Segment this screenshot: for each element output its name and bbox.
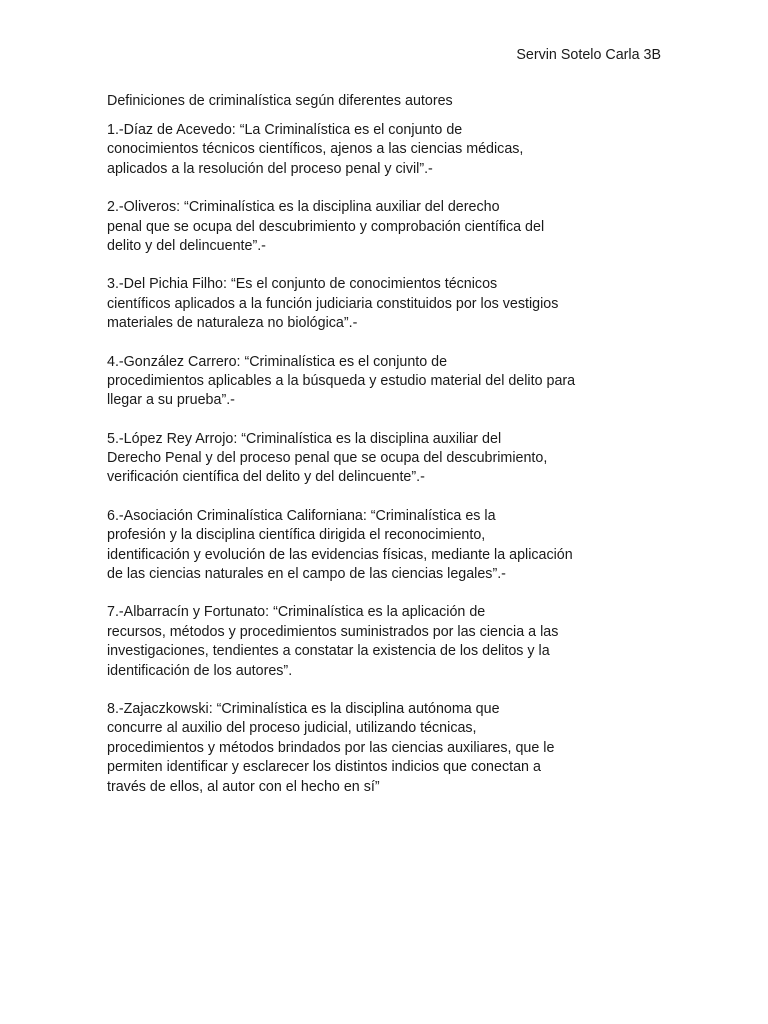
definition-line: identificación de los autores”.: [107, 662, 293, 679]
definition-paragraph: [107, 507, 667, 585]
definition-line: través de ellos, al autor con el hecho en sí”: [107, 778, 380, 795]
definition-paragraph: [107, 353, 667, 411]
definition-line: profesión y la disciplina científica dirigida el reconocimiento,: [107, 527, 486, 544]
definition-line: Derecho Penal y del proceso penal que se ocupa del descubrimiento,: [107, 450, 548, 467]
definition-line: 6.-Asociación Criminalística Californiana: “Criminalística es la: [107, 507, 496, 524]
definition-line: 3.-Del Pichia Filho: “Es el conjunto de conocimientos técnicos: [107, 276, 498, 293]
definition-paragraph: [107, 430, 667, 488]
definition-line: aplicados a la resolución del proceso penal y civil”.-: [107, 160, 433, 177]
definition-line: recursos, métodos y procedimientos suministrados por las ciencia a las: [107, 623, 559, 640]
definition-line: 5.-López Rey Arrojo: “Criminalística es la disciplina auxiliar del: [107, 430, 502, 447]
definition-line: verificación científica del delito y del delincuente”.-: [107, 469, 425, 486]
definition-paragraph: [107, 121, 667, 179]
definition-line: 4.-González Carrero: “Criminalística es el conjunto de: [107, 353, 448, 370]
definitions-list: [107, 121, 667, 816]
definition-line: materiales de naturaleza no biológica”.-: [107, 315, 358, 332]
definition-line: 2.-Oliveros: “Criminalística es la disciplina auxiliar del derecho: [107, 199, 500, 216]
definition-line: investigaciones, tendientes a constatar la existencia de los delitos y la: [107, 643, 550, 660]
document-title: Definiciones de criminalística según diferentes autores: [107, 93, 453, 109]
definition-line: delito y del delincuente”.-: [107, 237, 266, 254]
definition-line: científicos aplicados a la función judiciaria constituidos por los vestigios: [107, 295, 559, 312]
definition-line: llegar a su prueba”.-: [107, 392, 235, 409]
definition-paragraph: [107, 198, 667, 256]
definition-line: 7.-Albarracín y Fortunato: “Criminalística es la aplicación de: [107, 604, 486, 621]
definition-line: permiten identificar y esclarecer los distintos indicios que conectan a: [107, 759, 541, 776]
definition-paragraph: [107, 275, 667, 333]
definition-line: penal que se ocupa del descubrimiento y comprobación científica del: [107, 218, 545, 235]
definition-line: 1.-Díaz de Acevedo: “La Criminalística es el conjunto de: [107, 122, 463, 138]
definition-paragraph: [107, 700, 667, 797]
author-header: Servin Sotelo Carla 3B: [516, 47, 661, 63]
definition-line: procedimientos y métodos brindados por las ciencias auxiliares, que le: [107, 739, 555, 756]
definition-line: de las ciencias naturales en el campo de las ciencias legales”.-: [107, 566, 506, 583]
definition-line: identificación y evolución de las evidencias físicas, mediante la aplicación: [107, 546, 573, 563]
definition-paragraph: [107, 603, 667, 681]
definition-line: 8.-Zajaczkowski: “Criminalística es la disciplina autónoma que: [107, 700, 500, 717]
definition-line: concurre al auxilio del proceso judicial, utilizando técnicas,: [107, 720, 477, 737]
definition-line: procedimientos aplicables a la búsqueda y estudio material del delito para: [107, 372, 576, 389]
definition-line: conocimientos técnicos científicos, ajenos a las ciencias médicas,: [107, 141, 524, 158]
